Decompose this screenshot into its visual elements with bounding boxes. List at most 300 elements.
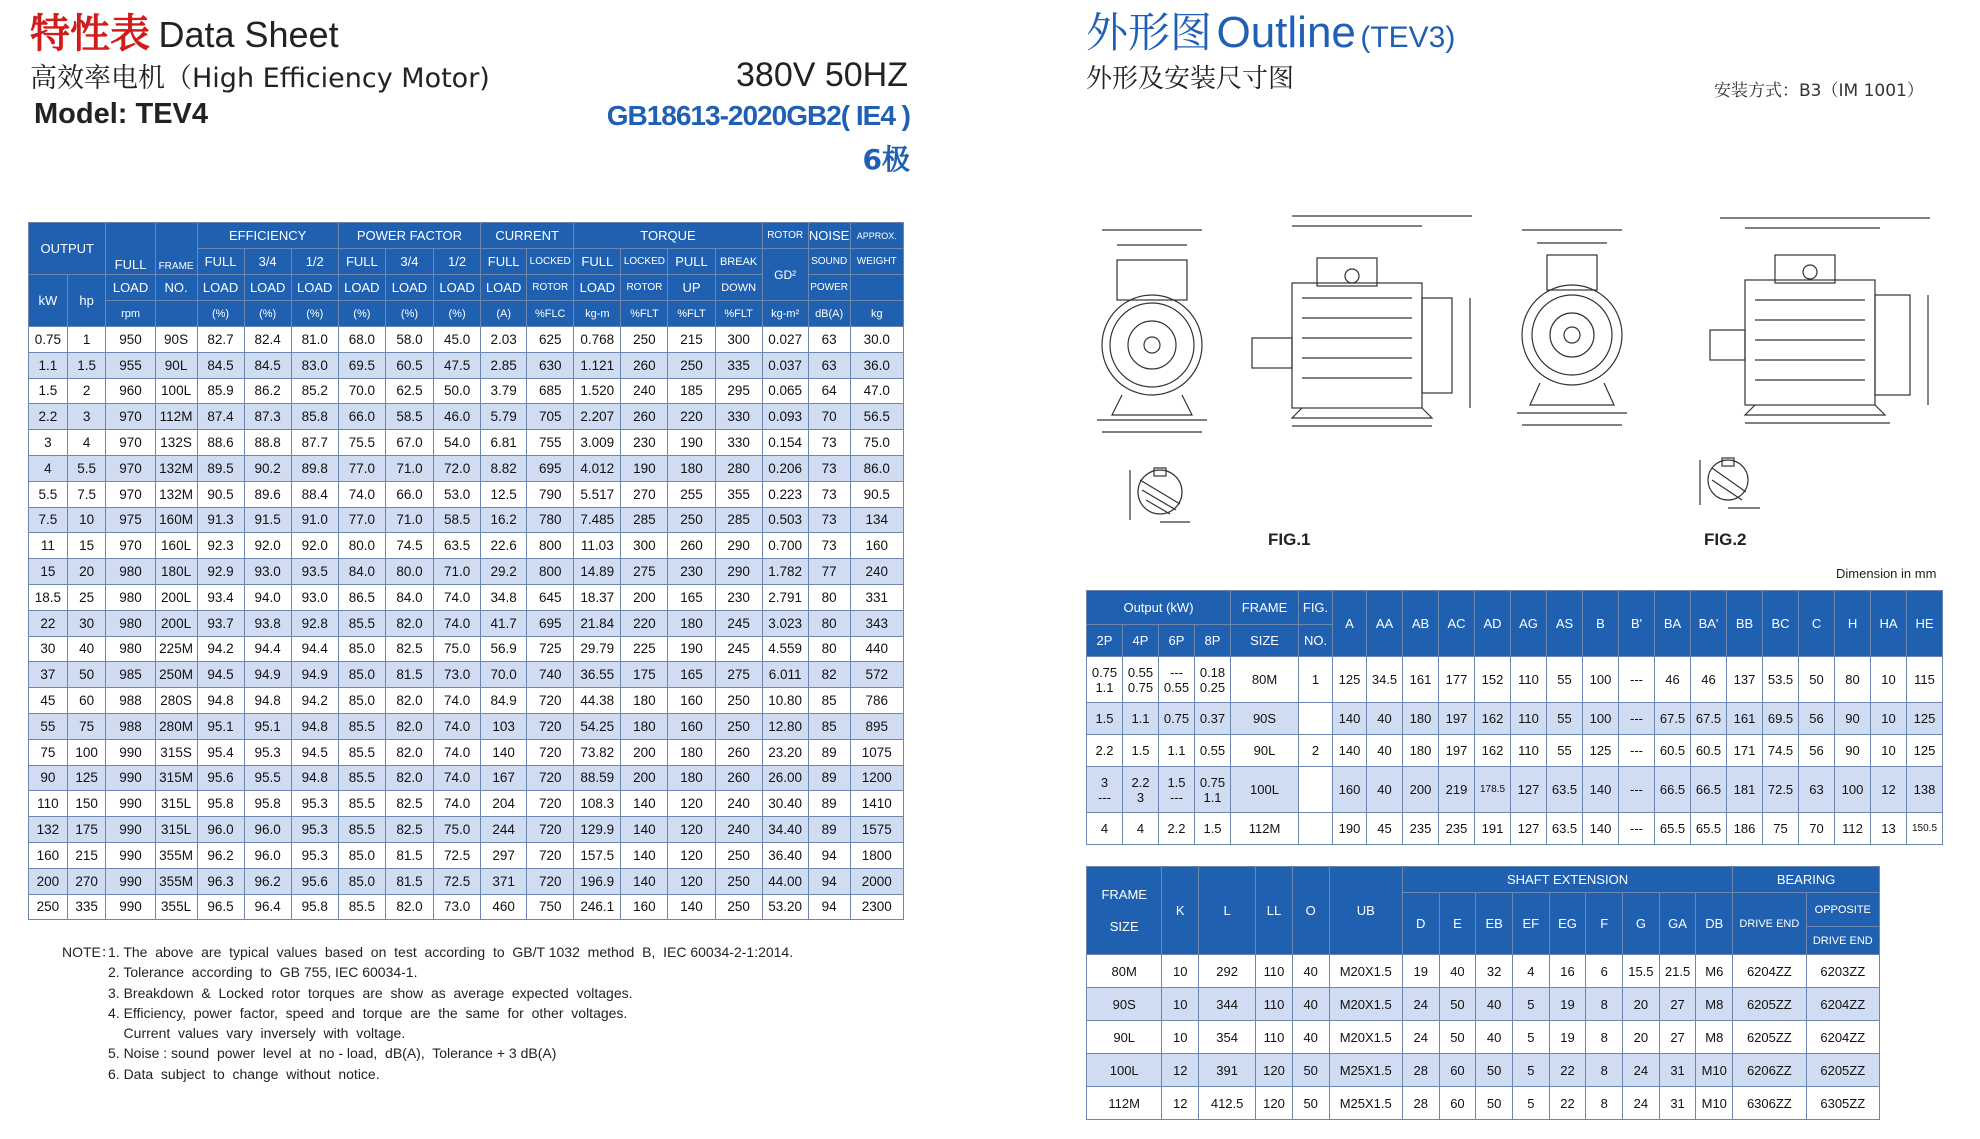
hdr-s-eb: EB xyxy=(1476,893,1513,955)
table-cell: 3.79 xyxy=(481,378,527,404)
hdr-shaft-extension: SHAFT EXTENSION xyxy=(1402,867,1732,893)
table-cell: 1.5 xyxy=(67,352,106,378)
table-cell: 83.0 xyxy=(291,352,338,378)
table-cell: 5 xyxy=(1512,1054,1549,1087)
table-cell: 90.2 xyxy=(244,455,291,481)
dimension-cell: 40 xyxy=(1367,735,1403,767)
table-cell: 75.5 xyxy=(338,430,385,456)
table-cell: 37 xyxy=(29,662,68,688)
table-cell: 980 xyxy=(106,559,155,585)
fig-no-cell: 1 xyxy=(1299,657,1333,703)
table-cell: 630 xyxy=(527,352,574,378)
fig1-caption: FIG.1 xyxy=(1268,530,1311,549)
hdr-dim-ba-prime: BA' xyxy=(1691,591,1727,657)
table-row xyxy=(29,352,904,378)
table-cell: 970 xyxy=(106,533,155,559)
table-cell: 895 xyxy=(850,713,903,739)
hdr-dim-ba: BA xyxy=(1655,591,1691,657)
table-cell: 34.8 xyxy=(481,584,527,610)
table-cell: 77.0 xyxy=(338,507,385,533)
table-cell: 160 xyxy=(621,894,668,920)
table-cell: 95.5 xyxy=(244,765,291,791)
table-cell: 1410 xyxy=(850,791,903,817)
output-value: 0.75 xyxy=(1091,664,1118,680)
hdr-eff-load2: LOAD xyxy=(244,275,291,301)
table-cell: 74.0 xyxy=(338,481,385,507)
table-cell: 95.8 xyxy=(197,791,244,817)
hdr-eff-full: FULL xyxy=(197,249,244,275)
table-cell: 157.5 xyxy=(574,842,621,868)
table-cell: 94.9 xyxy=(291,662,338,688)
table-cell: 4 xyxy=(29,455,68,481)
table-cell: 56.5 xyxy=(850,404,903,430)
output-value: 2.2 xyxy=(1131,774,1150,790)
output-value: 2.2 xyxy=(1095,743,1114,758)
table-cell: 354 xyxy=(1199,1021,1256,1054)
table-cell: 82.0 xyxy=(385,765,433,791)
table-cell: 27 xyxy=(1659,1021,1696,1054)
table-cell: 6203ZZ xyxy=(1806,955,1879,988)
table-cell: 74.0 xyxy=(434,688,481,714)
table-cell: 140 xyxy=(621,842,668,868)
dimension-cell: 197 xyxy=(1439,703,1475,735)
dimension-cell: 150.5 xyxy=(1907,813,1943,845)
table-cell: 625 xyxy=(527,327,574,353)
table-cell: 85.5 xyxy=(338,610,385,636)
table-cell: 990 xyxy=(106,739,155,765)
table-cell: 82.7 xyxy=(197,327,244,353)
dimension-cell: 13 xyxy=(1871,813,1907,845)
table-cell: 129.9 xyxy=(574,817,621,843)
table-cell: 82.0 xyxy=(385,713,433,739)
table-cell: M6 xyxy=(1696,955,1733,988)
table-cell: 53.0 xyxy=(434,481,481,507)
dimension-main-body xyxy=(1087,657,1943,845)
hdr-dim-ag: AG xyxy=(1511,591,1547,657)
hdr-s-frame: FRAME xyxy=(1101,886,1147,902)
dimension-cell: 138 xyxy=(1907,767,1943,813)
table-row xyxy=(29,455,904,481)
table-row xyxy=(29,378,904,404)
dimension-cell: 140 xyxy=(1583,813,1619,845)
table-cell: 94.8 xyxy=(291,765,338,791)
output-value: 1.1 xyxy=(1167,743,1186,758)
table-row xyxy=(1087,1021,1880,1054)
dimension-cell: 178.5 xyxy=(1475,767,1511,813)
table-cell: 8.82 xyxy=(481,455,527,481)
table-cell: 93.0 xyxy=(244,559,291,585)
dimension-cell: 197 xyxy=(1439,735,1475,767)
dimension-cell: 180 xyxy=(1403,735,1439,767)
table-cell: 975 xyxy=(106,507,155,533)
table-cell: 165 xyxy=(668,662,715,688)
table-cell: 90.5 xyxy=(197,481,244,507)
hdr-dim-ha: HA xyxy=(1871,591,1907,657)
table-cell: 84.9 xyxy=(481,688,527,714)
table-cell: 80.0 xyxy=(385,559,433,585)
table-cell: 1575 xyxy=(850,817,903,843)
table-cell: 90L xyxy=(155,352,197,378)
table-cell: 720 xyxy=(527,868,574,894)
dimension-cell: 152 xyxy=(1475,657,1511,703)
dimension-main-header xyxy=(1087,591,1943,657)
dimension-cell: 66.5 xyxy=(1691,767,1727,813)
table-cell: 72.5 xyxy=(434,842,481,868)
table-cell: 2 xyxy=(67,378,106,404)
table-cell: 1.782 xyxy=(762,559,808,585)
dimension-cell: 80 xyxy=(1835,657,1871,703)
table-cell: 160M xyxy=(155,507,197,533)
dimension-cell: 110 xyxy=(1511,703,1547,735)
table-cell: 750 xyxy=(527,894,574,920)
table-cell: 94.8 xyxy=(197,688,244,714)
table-cell: 80M xyxy=(1087,955,1162,988)
table-cell: 0.027 xyxy=(762,327,808,353)
hdr-dba: dB(A) xyxy=(808,301,850,327)
table-cell: 94.4 xyxy=(244,636,291,662)
table-cell: 200L xyxy=(155,584,197,610)
table-cell: 24 xyxy=(1402,988,1439,1021)
outline-subtitle: 外形及安装尺寸图 xyxy=(1086,64,1295,94)
table-cell: 6.81 xyxy=(481,430,527,456)
table-cell: M25X1.5 xyxy=(1329,1054,1402,1087)
dimension-cell: 100 xyxy=(1583,657,1619,703)
table-cell: 20 xyxy=(1623,988,1660,1021)
table-cell: 73 xyxy=(808,481,850,507)
table-cell: 60 xyxy=(67,688,106,714)
table-cell: 23.20 xyxy=(762,739,808,765)
output-cell-p8 xyxy=(1195,767,1231,813)
outline-title-cn: 外形图 xyxy=(1086,8,1213,57)
table-cell: 19 xyxy=(1549,988,1586,1021)
table-cell: 94 xyxy=(808,868,850,894)
output-cell-p2 xyxy=(1087,657,1123,703)
table-cell: 85.5 xyxy=(338,817,385,843)
table-cell: 180 xyxy=(621,688,668,714)
table-cell: 87.3 xyxy=(244,404,291,430)
hdr-rpm: rpm xyxy=(106,301,155,327)
hdr-pct5: (%) xyxy=(385,301,433,327)
hdr-frame-blank xyxy=(155,301,197,327)
table-cell: 160 xyxy=(29,842,68,868)
table-cell: 50 xyxy=(1292,1054,1329,1087)
dimension-cell: 63 xyxy=(1799,767,1835,813)
table-row xyxy=(29,584,904,610)
table-cell: 1.121 xyxy=(574,352,621,378)
table-cell: 40 xyxy=(1476,988,1513,1021)
table-cell: 74.0 xyxy=(434,610,481,636)
table-row xyxy=(29,404,904,430)
table-cell: 160L xyxy=(155,533,197,559)
dimension-cell: --- xyxy=(1619,813,1655,845)
table-cell: 86.0 xyxy=(850,455,903,481)
dimension-cell: 67.5 xyxy=(1655,703,1691,735)
table-cell: 330 xyxy=(715,404,762,430)
table-cell: 34.40 xyxy=(762,817,808,843)
table-cell: 73.82 xyxy=(574,739,621,765)
table-cell: 2.85 xyxy=(481,352,527,378)
table-cell: 175 xyxy=(67,817,106,843)
table-cell: 94.4 xyxy=(291,636,338,662)
table-cell: 355M xyxy=(155,868,197,894)
table-cell: 95.4 xyxy=(197,739,244,765)
table-cell: 215 xyxy=(668,327,715,353)
table-cell: 134 xyxy=(850,507,903,533)
table-cell: 6204ZZ xyxy=(1733,955,1806,988)
table-cell: 132 xyxy=(29,817,68,843)
table-cell: 955 xyxy=(106,352,155,378)
output-cell-p8 xyxy=(1195,703,1231,735)
table-cell: 90 xyxy=(29,765,68,791)
dimension-cell: 190 xyxy=(1333,813,1367,845)
hdr-opposite: OPPOSITE xyxy=(1806,893,1879,927)
table-cell: 391 xyxy=(1199,1054,1256,1087)
fig2-side-view xyxy=(1690,210,1940,440)
hdr-dim-ac: AC xyxy=(1439,591,1475,657)
output-cell-p4 xyxy=(1123,767,1159,813)
note-item: Current values vary inversely with voltage. xyxy=(108,1025,406,1042)
table-cell: 85.5 xyxy=(338,739,385,765)
table-cell: 53.20 xyxy=(762,894,808,920)
table-cell: 240 xyxy=(715,817,762,843)
table-cell: 240 xyxy=(621,378,668,404)
table-cell: 85.0 xyxy=(338,688,385,714)
table-cell: 94.2 xyxy=(197,636,244,662)
table-cell: 36.40 xyxy=(762,842,808,868)
fig1-shaft-section xyxy=(1120,460,1200,530)
hdr-pf-34: 3/4 xyxy=(385,249,433,275)
table-cell: 40 xyxy=(1292,955,1329,988)
table-cell: 180 xyxy=(668,455,715,481)
table-cell: 10 xyxy=(1162,988,1199,1021)
fig1-front-view xyxy=(1092,210,1212,445)
output-value: 1.1 xyxy=(1095,679,1114,695)
hdr-hp: hp xyxy=(67,275,106,327)
table-row xyxy=(29,481,904,507)
table-cell: 245 xyxy=(715,636,762,662)
table-cell: 755 xyxy=(527,430,574,456)
table-cell: 685 xyxy=(527,378,574,404)
table-cell: 990 xyxy=(106,842,155,868)
table-cell: 21.5 xyxy=(1659,955,1696,988)
table-cell: 970 xyxy=(106,455,155,481)
table-cell: 6205ZZ xyxy=(1733,1021,1806,1054)
hdr-s-ub: UB xyxy=(1329,867,1402,955)
table-cell: 94.2 xyxy=(291,688,338,714)
table-cell: 270 xyxy=(621,481,668,507)
table-cell: 285 xyxy=(715,507,762,533)
table-cell: 36.55 xyxy=(574,662,621,688)
table-cell: 260 xyxy=(715,739,762,765)
table-row xyxy=(29,791,904,817)
table-cell: 96.3 xyxy=(197,868,244,894)
table-row xyxy=(1087,1054,1880,1087)
table-cell: 695 xyxy=(527,455,574,481)
table-row xyxy=(29,765,904,791)
table-cell: 0.093 xyxy=(762,404,808,430)
table-cell: 6204ZZ xyxy=(1806,1021,1879,1054)
table-cell: 985 xyxy=(106,662,155,688)
table-cell: 6.011 xyxy=(762,662,808,688)
output-value: 4 xyxy=(1100,821,1109,836)
table-cell: 790 xyxy=(527,481,574,507)
table-cell: 344 xyxy=(1199,988,1256,1021)
table-cell: 132M xyxy=(155,481,197,507)
output-cell-p8 xyxy=(1195,813,1231,845)
table-cell: 60 xyxy=(1439,1087,1476,1120)
table-cell: 11.03 xyxy=(574,533,621,559)
table-cell: 93.4 xyxy=(197,584,244,610)
table-cell: M20X1.5 xyxy=(1329,1021,1402,1054)
table-cell: 86.2 xyxy=(244,378,291,404)
table-cell: 960 xyxy=(106,378,155,404)
output-value: 0.75 xyxy=(1163,711,1190,726)
table-cell: 175 xyxy=(621,662,668,688)
table-cell: 63.5 xyxy=(434,533,481,559)
poles-label: 6极 xyxy=(862,143,910,176)
dimension-cell: 45 xyxy=(1367,813,1403,845)
table-cell: 92.0 xyxy=(291,533,338,559)
table-cell: 246.1 xyxy=(574,894,621,920)
table-cell: 80.0 xyxy=(338,533,385,559)
table-cell: 0.065 xyxy=(762,378,808,404)
table-cell: 1200 xyxy=(850,765,903,791)
table-cell: 85.5 xyxy=(338,713,385,739)
table-cell: 29.79 xyxy=(574,636,621,662)
table-cell: 96.0 xyxy=(244,842,291,868)
dimension-cell: 162 xyxy=(1475,703,1511,735)
dimension-cell: 56 xyxy=(1799,703,1835,735)
table-cell: 15 xyxy=(67,533,106,559)
dimension-cell: 161 xyxy=(1403,657,1439,703)
table-cell: 240 xyxy=(715,791,762,817)
performance-table-body xyxy=(29,327,904,920)
hdr-frame: FRAME xyxy=(155,223,197,275)
table-row xyxy=(29,610,904,636)
table-cell: 250 xyxy=(715,842,762,868)
table-cell: 45.0 xyxy=(434,327,481,353)
table-cell: 112M xyxy=(1087,1087,1162,1120)
table-cell: 71.0 xyxy=(385,507,433,533)
table-cell: 16.2 xyxy=(481,507,527,533)
table-cell: 96.2 xyxy=(244,868,291,894)
performance-data-table xyxy=(28,222,904,920)
table-cell: 50 xyxy=(1439,1021,1476,1054)
dimension-cell: 55 xyxy=(1547,703,1583,735)
table-cell: 30.40 xyxy=(762,791,808,817)
dimension-cell: 186 xyxy=(1727,813,1763,845)
hdr-approx: APPROX. xyxy=(850,223,903,249)
table-cell: 140 xyxy=(621,817,668,843)
table-cell: 54.25 xyxy=(574,713,621,739)
table-cell: 81.5 xyxy=(385,662,433,688)
hdr-power-factor: POWER FACTOR xyxy=(338,223,480,249)
table-cell: 8 xyxy=(1586,1054,1623,1087)
table-cell: 67.0 xyxy=(385,430,433,456)
table-cell: 2.03 xyxy=(481,327,527,353)
fig-no-cell xyxy=(1299,767,1333,813)
dimension-cell: 100 xyxy=(1835,767,1871,813)
table-cell: 50 xyxy=(1476,1054,1513,1087)
note-item: 5. Noise : sound power level at no - load, dB(A), Tolerance + 3 dB(A) xyxy=(108,1045,557,1062)
table-cell: 290 xyxy=(715,533,762,559)
hdr-pf-full: FULL xyxy=(338,249,385,275)
table-cell: 572 xyxy=(850,662,903,688)
table-cell: 74.0 xyxy=(434,713,481,739)
table-cell: 82.5 xyxy=(385,791,433,817)
table-cell: 82.5 xyxy=(385,636,433,662)
table-cell: 108.3 xyxy=(574,791,621,817)
table-cell: 355L xyxy=(155,894,197,920)
table-cell: 71.0 xyxy=(434,559,481,585)
dimension-cell: 115 xyxy=(1907,657,1943,703)
table-cell: 230 xyxy=(715,584,762,610)
table-cell: 0.768 xyxy=(574,327,621,353)
table-cell: 460 xyxy=(481,894,527,920)
hdr-eff-12: 1/2 xyxy=(291,249,338,275)
table-cell: 720 xyxy=(527,765,574,791)
table-cell: 260 xyxy=(715,765,762,791)
table-cell: M20X1.5 xyxy=(1329,955,1402,988)
table-cell: 167 xyxy=(481,765,527,791)
table-cell: 89 xyxy=(808,739,850,765)
hdr-flt3: %FLT xyxy=(715,301,762,327)
table-row xyxy=(1087,1087,1880,1120)
table-cell: 275 xyxy=(715,662,762,688)
hdr-eff-load3: LOAD xyxy=(291,275,338,301)
dimension-cell: 40 xyxy=(1367,703,1403,735)
table-cell: 31 xyxy=(1659,1087,1696,1120)
table-cell: 75.0 xyxy=(850,430,903,456)
table-cell: 91.3 xyxy=(197,507,244,533)
hdr-s-d: D xyxy=(1402,893,1439,955)
hdr-s-o: O xyxy=(1292,867,1329,955)
table-cell: 87.7 xyxy=(291,430,338,456)
datasheet-subtitle: 高效率电机（High Efficiency Motor) xyxy=(30,63,490,94)
table-cell: 66.0 xyxy=(385,481,433,507)
table-cell: 12.5 xyxy=(481,481,527,507)
table-cell: 740 xyxy=(527,662,574,688)
table-cell: 112M xyxy=(155,404,197,430)
mounting-type: 安装方式：B3（IM 1001） xyxy=(1714,81,1924,101)
output-value: 0.55 xyxy=(1127,664,1154,680)
dimension-cell: 171 xyxy=(1727,735,1763,767)
table-cell: 225M xyxy=(155,636,197,662)
table-cell: 255 xyxy=(668,481,715,507)
table-cell: 82.0 xyxy=(385,894,433,920)
table-cell: 50 xyxy=(67,662,106,688)
table-cell: 88.4 xyxy=(291,481,338,507)
output-cell-p4 xyxy=(1123,813,1159,845)
table-cell: 250 xyxy=(621,327,668,353)
fig-no-cell: 2 xyxy=(1299,735,1333,767)
hdr-kw: kW xyxy=(29,275,68,327)
table-cell: 260 xyxy=(621,404,668,430)
table-cell: 140 xyxy=(621,868,668,894)
table-cell: 125 xyxy=(67,765,106,791)
table-row xyxy=(29,713,904,739)
table-cell: 96.0 xyxy=(197,817,244,843)
dimension-cell: 60.5 xyxy=(1655,735,1691,767)
table-cell: 85 xyxy=(808,713,850,739)
output-cell-p2 xyxy=(1087,703,1123,735)
table-cell: 73 xyxy=(808,533,850,559)
table-cell: 82.5 xyxy=(385,817,433,843)
table-cell: 1.520 xyxy=(574,378,621,404)
output-cell-p4 xyxy=(1123,735,1159,767)
table-cell: 89 xyxy=(808,765,850,791)
table-cell: 93.5 xyxy=(291,559,338,585)
